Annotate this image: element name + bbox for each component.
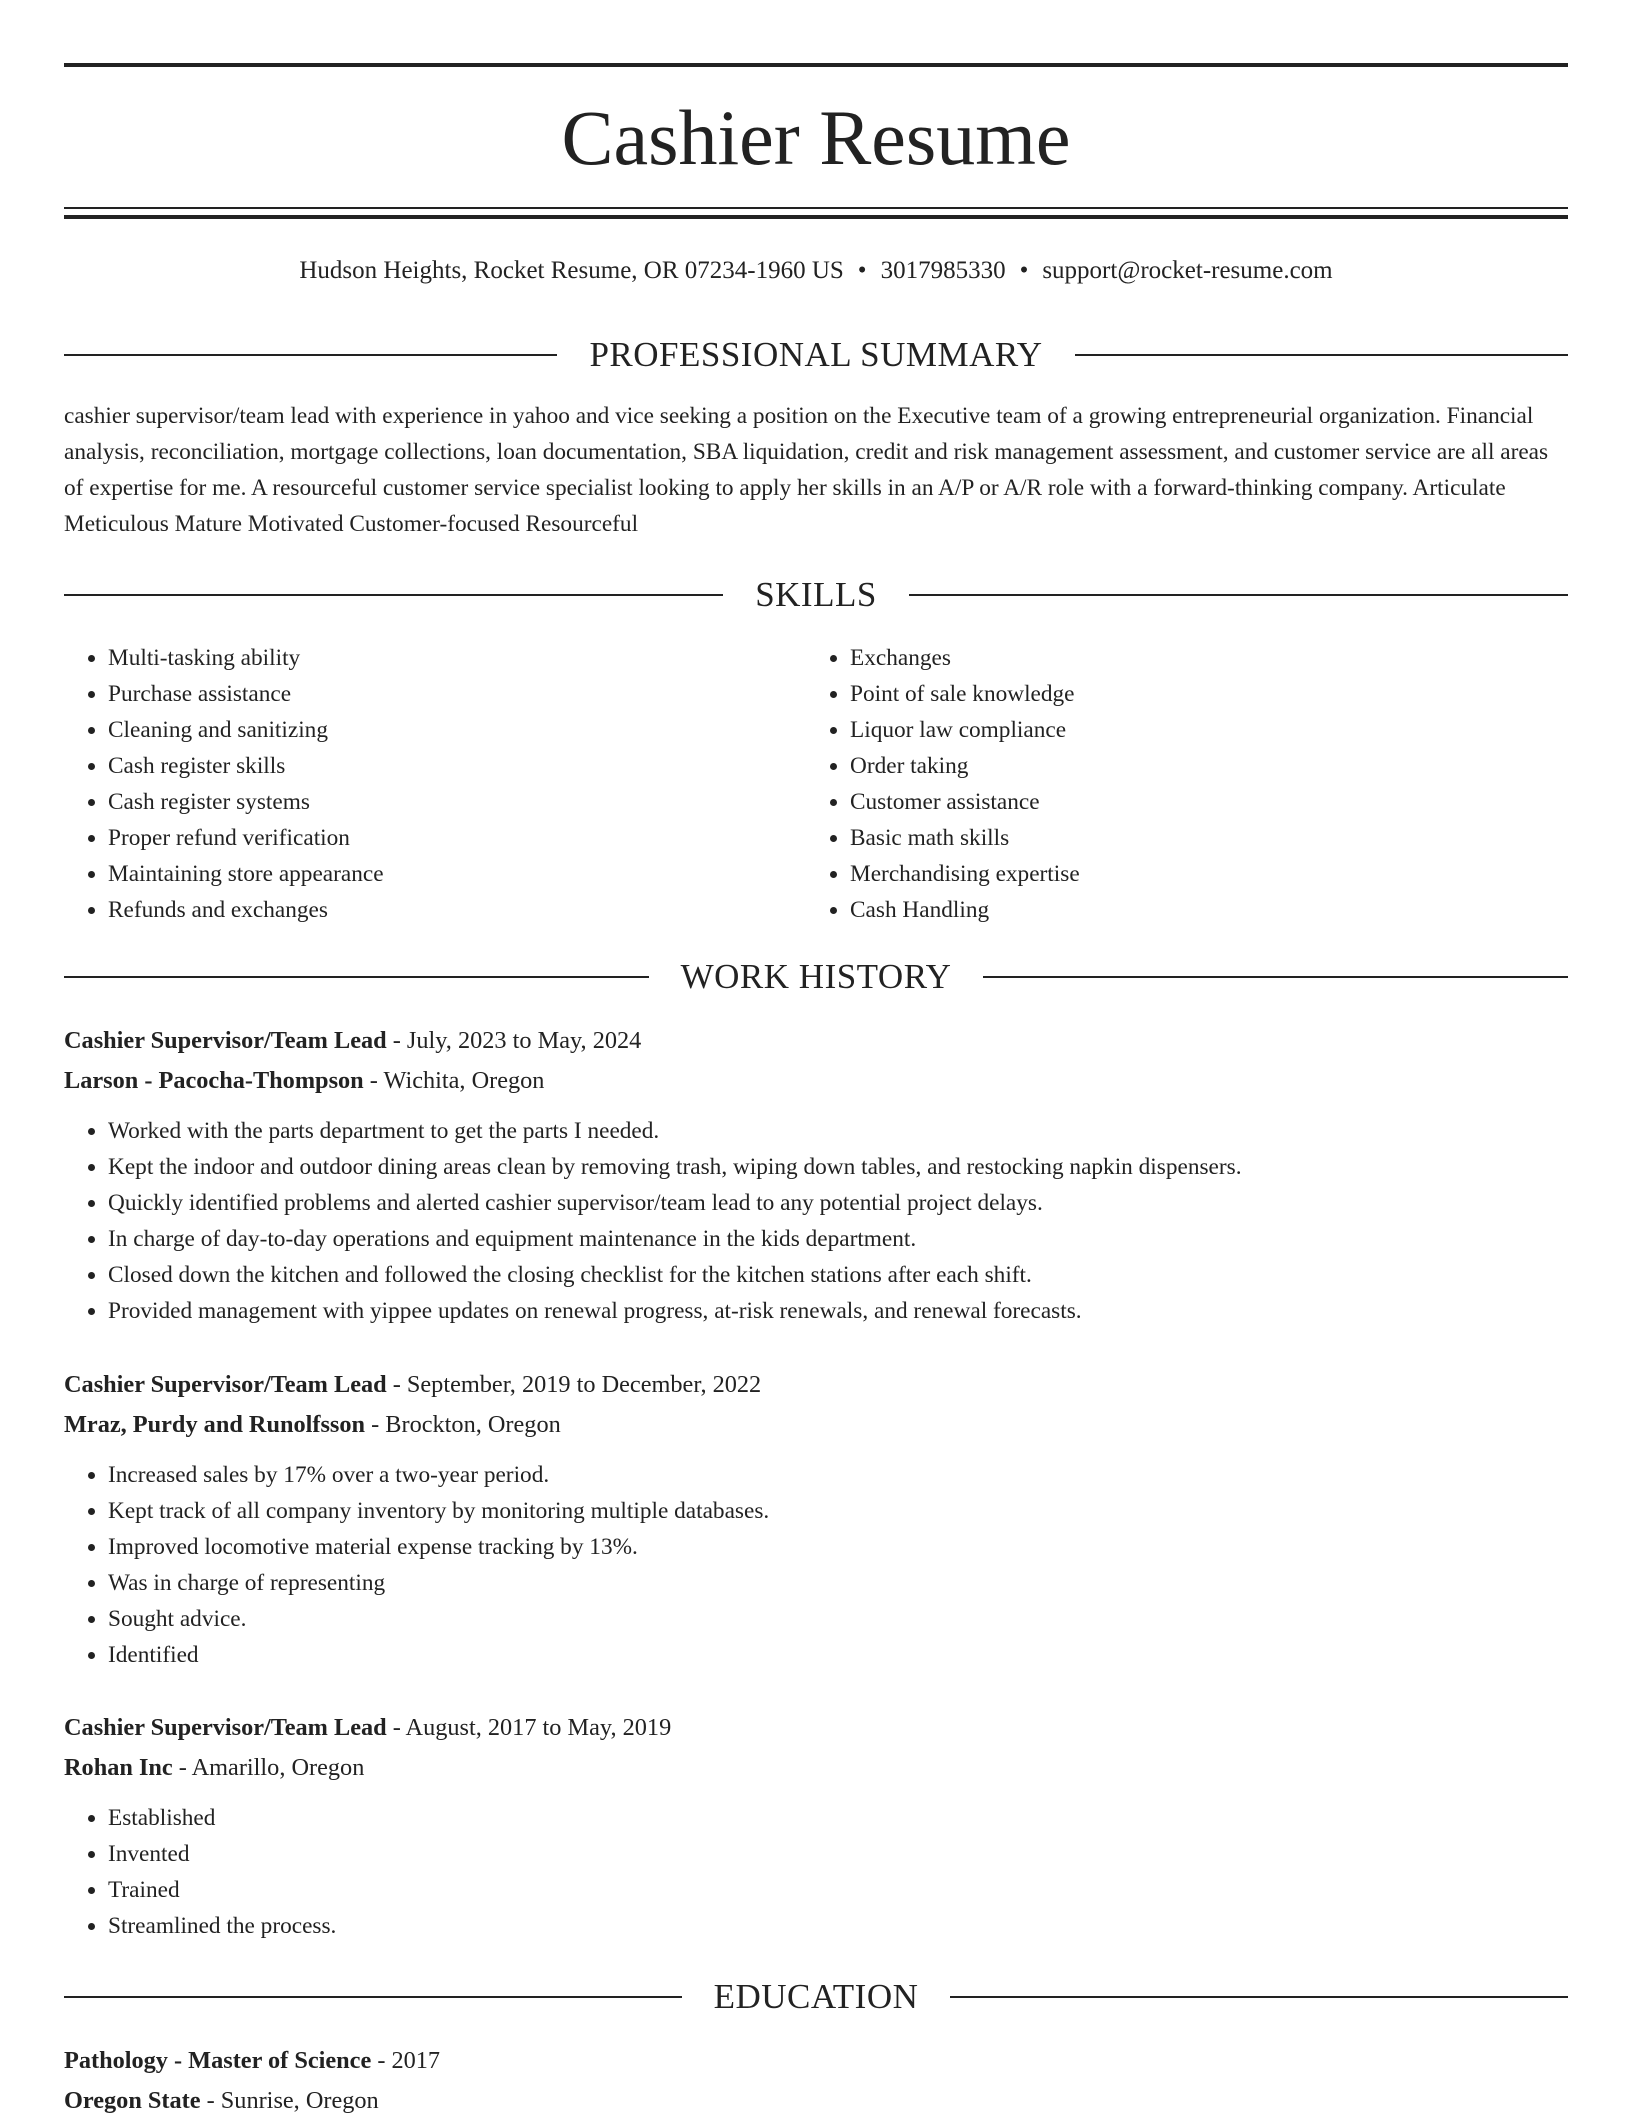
skill-item: • Point of sale knowledge [850, 676, 1548, 712]
job-bullet: • Kept track of all company inventory by monitoring multiple databases. [108, 1493, 1568, 1529]
skill-item: • Maintaining store appearance [108, 856, 806, 892]
job-location: - Amarillo, Oregon [172, 1754, 365, 1781]
job-bullets [64, 1800, 1568, 1944]
skill-item: • Exchanges [850, 640, 1548, 676]
job-company-line [64, 1405, 1568, 1445]
job-title-line [64, 1708, 1568, 1748]
header-top-rule [64, 63, 1568, 67]
skills-list-left [64, 640, 806, 928]
skill-item: • Multi-tasking ability [108, 640, 806, 676]
skills-columns [64, 640, 1568, 928]
education-school-line [64, 2081, 1568, 2121]
job-bullet: • Invented [108, 1836, 1568, 1872]
job-location: - Wichita, Oregon [363, 1067, 545, 1094]
education-entry [64, 2041, 1568, 2121]
skill-item: • Order taking [850, 748, 1548, 784]
section-title-skills: SKILLS [755, 575, 877, 614]
section-title-work: WORK HISTORY [680, 957, 952, 996]
contact-line [64, 254, 1568, 288]
section-title-education: EDUCATION [713, 1977, 919, 2016]
skill-item: • Cash register skills [108, 748, 806, 784]
job-bullet: • Streamlined the process. [108, 1908, 1568, 1944]
skill-item: • Proper refund verification [108, 820, 806, 856]
job-bullets [64, 1113, 1568, 1329]
job-bullet: • Provided management with yippee updates on renewal progress, at-risk renewals, and renewal forecasts. [108, 1293, 1568, 1329]
header-double-rule-thin [64, 207, 1568, 209]
heading-rule-left [64, 976, 649, 978]
heading-rule-right [1075, 354, 1568, 356]
job-bullet: • Trained [108, 1872, 1568, 1908]
job-bullet: • Sought advice. [108, 1601, 1568, 1637]
job-bullet: • Kept the indoor and outdoor dining areas clean by removing trash, wiping down tables, and restocking napkin dispensers. [108, 1149, 1568, 1185]
job-company-line [64, 1748, 1568, 1788]
resume-title: Cashier Resume [561, 94, 1071, 181]
job-bullet: • In charge of day-to-day operations and equipment maintenance in the kids department. [108, 1221, 1568, 1257]
contact-address: Hudson Heights, Rocket Resume, OR 07234-1960 US [299, 257, 844, 284]
skill-item: • Cash register systems [108, 784, 806, 820]
heading-rule-left [64, 1996, 682, 1998]
job-company: Rohan Inc [64, 1754, 173, 1781]
education-degree-line [64, 2041, 1568, 2081]
job-bullet: • Established [108, 1800, 1568, 1836]
job-title-line [64, 1365, 1568, 1405]
job-company-line [64, 1061, 1568, 1101]
education-location: - Sunrise, Oregon [200, 2087, 379, 2114]
education-degree: Pathology - Master of Science [64, 2047, 372, 2074]
job-title: Cashier Supervisor/Team Lead [64, 1027, 387, 1054]
job-bullet: • Worked with the parts department to get the parts I needed. [108, 1113, 1568, 1149]
skill-item: • Liquor law compliance [850, 712, 1548, 748]
job-bullet: • Improved locomotive material expense tracking by 13%. [108, 1529, 1568, 1565]
education-year: - 2017 [371, 2047, 441, 2074]
section-heading-skills [64, 573, 1568, 617]
section-heading-work [64, 955, 1568, 999]
skill-item: • Customer assistance [850, 784, 1548, 820]
job-title: Cashier Supervisor/Team Lead [64, 1371, 387, 1398]
job-company: Mraz, Purdy and Runolfsson [64, 1411, 366, 1438]
section-heading-summary [64, 333, 1568, 377]
skills-list-right [806, 640, 1548, 928]
heading-rule-left [64, 354, 557, 356]
skill-item: • Merchandising expertise [850, 856, 1548, 892]
job-entry [64, 1708, 1568, 1944]
heading-rule-right [950, 1996, 1568, 1998]
skill-item: • Basic math skills [850, 820, 1548, 856]
job-title: Cashier Supervisor/Team Lead [64, 1714, 387, 1741]
job-location: - Brockton, Oregon [365, 1411, 561, 1438]
job-bullet: • Quickly identified problems and alerted cashier supervisor/team lead to any potential project delays. [108, 1185, 1568, 1221]
job-title-line [64, 1021, 1568, 1061]
skill-item: • Cleaning and sanitizing [108, 712, 806, 748]
skill-item: • Refunds and exchanges [108, 892, 806, 928]
summary-paragraph: cashier supervisor/team lead with experience in yahoo and vice seeking a position on the Executive team of a growing entrepreneurial organization. Financial analysis, reconciliation, mortgage collections, loan documentation, SBA liquidation, credit and risk management assessment, and customer service are all areas of expertise for me. A resourceful customer service specialist looking to apply her skills in an A/P or A/R role with a forward-thinking company. Articulate Meticulous Mature Motivated Customer-focused Resourceful [64, 403, 1549, 537]
contact-phone: 3017985330 [880, 257, 1006, 284]
job-dates: - September, 2019 to December, 2022 [386, 1371, 762, 1398]
job-bullet: • Closed down the kitchen and followed the closing checklist for the kitchen stations after each shift. [108, 1257, 1568, 1293]
section-heading-education [64, 1975, 1568, 2019]
job-company: Larson - Pacocha-Thompson [64, 1067, 364, 1094]
heading-rule-left [64, 594, 723, 596]
job-entry [64, 1365, 1568, 1673]
job-bullet: • Identified [108, 1637, 1568, 1673]
contact-separator: • [857, 257, 867, 284]
skill-item: • Purchase assistance [108, 676, 806, 712]
education-school: Oregon State [64, 2087, 201, 2114]
heading-rule-right [983, 976, 1568, 978]
contact-separator: • [1019, 257, 1029, 284]
contact-email: support@rocket-resume.com [1042, 257, 1333, 284]
header-double-rule-thick [64, 215, 1568, 219]
job-bullets [64, 1457, 1568, 1673]
skill-item: • Cash Handling [850, 892, 1548, 928]
job-bullet: • Was in charge of representing [108, 1565, 1568, 1601]
heading-rule-right [909, 594, 1568, 596]
section-title-summary: PROFESSIONAL SUMMARY [589, 335, 1043, 374]
job-dates: - July, 2023 to May, 2024 [386, 1027, 642, 1054]
job-dates: - August, 2017 to May, 2019 [386, 1714, 672, 1741]
job-entry [64, 1021, 1568, 1329]
job-bullet: • Increased sales by 17% over a two-year period. [108, 1457, 1568, 1493]
